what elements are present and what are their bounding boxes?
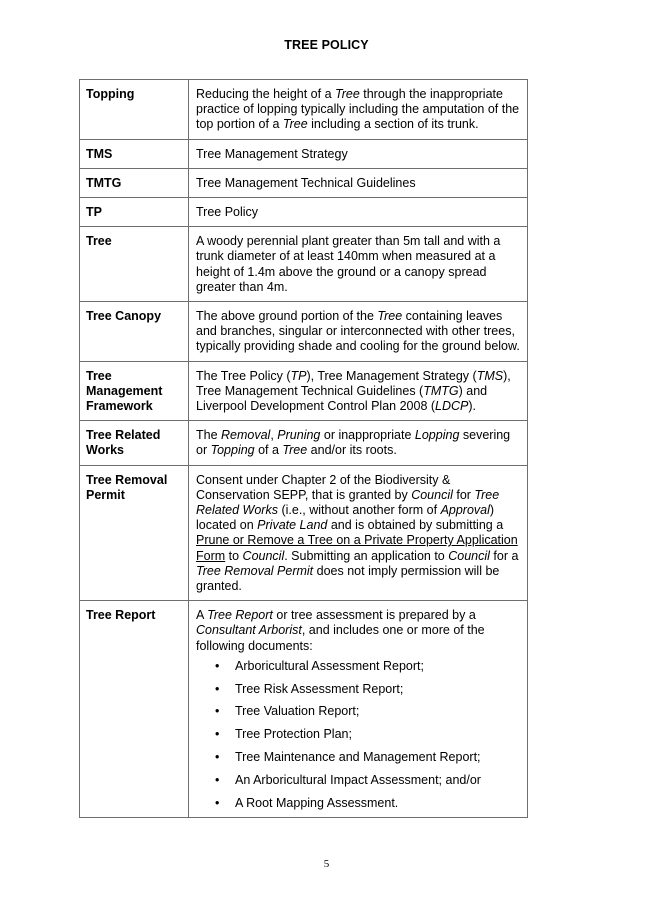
definition-row bbox=[80, 168, 528, 197]
bullet-icon: • bbox=[215, 750, 220, 765]
defined-term-ref: Approval bbox=[440, 503, 490, 518]
text-segment: ), Tree Management Technical Guidelines ( bbox=[196, 368, 511, 398]
text-segment: (i.e., without another form of bbox=[277, 503, 441, 518]
text-segment: ), Tree Management Strategy ( bbox=[306, 368, 477, 383]
defined-term-ref: TMTG bbox=[423, 383, 459, 398]
text-segment: and is obtained by submitting a bbox=[327, 518, 504, 533]
definition-text bbox=[196, 309, 521, 355]
text-segment: Tree Management Strategy bbox=[196, 146, 348, 161]
defined-term-ref: Removal bbox=[221, 428, 271, 443]
list-item bbox=[196, 704, 521, 719]
definition-text bbox=[196, 87, 521, 133]
bullet-icon: • bbox=[215, 727, 220, 742]
list-item-text: A Root Mapping Assessment. bbox=[235, 795, 399, 810]
text-segment: containing leaves and branches, singular or interconnected with other trees, typically providing shade and cooling for the ground below. bbox=[196, 309, 520, 354]
text-segment: severing or bbox=[196, 428, 511, 458]
definition-term: Tree Canopy bbox=[80, 302, 189, 362]
defined-term-ref: TMS bbox=[476, 368, 504, 383]
defined-term-ref: Tree Report bbox=[207, 608, 273, 623]
definition-text bbox=[196, 205, 521, 220]
definition-row bbox=[80, 80, 528, 140]
text-segment: Tree Management Technical Guidelines bbox=[196, 175, 416, 190]
definition-text bbox=[196, 369, 521, 415]
text-segment: Consent under Chapter 2 of the Biodiversity & Conservation SEPP, that is granted by bbox=[196, 472, 451, 502]
defined-term-ref: Pruning bbox=[277, 428, 321, 443]
text-segment: for bbox=[452, 487, 475, 502]
definition-description bbox=[189, 302, 528, 362]
definition-row bbox=[80, 361, 528, 421]
text-segment: . Submitting an application to bbox=[284, 548, 449, 563]
list-item bbox=[196, 750, 521, 765]
text-segment: for a bbox=[489, 548, 519, 563]
definition-row bbox=[80, 302, 528, 362]
definition-text bbox=[196, 608, 521, 654]
bullet-icon: • bbox=[215, 795, 220, 810]
defined-term-ref: Lopping bbox=[414, 428, 460, 443]
definition-term: Tree Management Framework bbox=[80, 361, 189, 421]
page-title: TREE POLICY bbox=[284, 38, 369, 52]
text-segment: A woody perennial plant greater than 5m tall and with a trunk diameter of at least 140mm when measured at a height of 1.4m above the ground or a canopy spread greater than 4m. bbox=[196, 234, 501, 294]
definition-description bbox=[189, 465, 528, 601]
bullet-icon: • bbox=[215, 772, 220, 787]
list-item bbox=[196, 796, 521, 811]
definition-text bbox=[196, 428, 521, 458]
definition-term: Topping bbox=[80, 80, 189, 140]
text-segment: The bbox=[196, 428, 222, 443]
definition-term: TP bbox=[80, 198, 189, 227]
defined-term-ref: Private Land bbox=[257, 518, 328, 533]
definition-term: Tree Report bbox=[80, 601, 189, 817]
defined-term-ref: Tree Removal Permit bbox=[196, 563, 314, 578]
definition-row bbox=[80, 601, 528, 817]
definition-text bbox=[196, 147, 521, 162]
text-segment: The Tree Policy ( bbox=[196, 368, 291, 383]
definition-term: TMTG bbox=[80, 168, 189, 197]
definition-term: TMS bbox=[80, 139, 189, 168]
definition-row bbox=[80, 421, 528, 465]
text-segment: and/or its roots. bbox=[307, 443, 397, 458]
list-item-text: Arboricultural Assessment Report; bbox=[235, 658, 424, 673]
bullet-icon: • bbox=[215, 681, 220, 696]
list-item bbox=[196, 773, 521, 788]
text-segment: The above ground portion of the bbox=[196, 309, 378, 324]
defined-term-ref: Topping bbox=[210, 443, 255, 458]
bullet-icon: • bbox=[215, 658, 220, 673]
definition-description bbox=[189, 601, 528, 817]
text-segment: or inappropriate bbox=[320, 428, 415, 443]
text-segment: ) and Liverpool Development Control Plan 2008 ( bbox=[196, 383, 488, 414]
definitions-body bbox=[80, 80, 528, 818]
defined-term-ref: Tree bbox=[282, 443, 308, 458]
form-link-text: Prune or Remove a Tree on a Private Property Application Form bbox=[196, 533, 518, 563]
text-segment: , bbox=[270, 428, 278, 443]
page-number: 5 bbox=[323, 858, 330, 870]
defined-term-ref: TP bbox=[290, 368, 307, 383]
document-list bbox=[196, 659, 521, 811]
text-segment: ). bbox=[468, 399, 477, 414]
list-item-text: Tree Maintenance and Management Report; bbox=[235, 750, 481, 765]
defined-term-ref: Tree bbox=[282, 117, 308, 132]
definition-text bbox=[196, 473, 521, 595]
defined-term-ref: LDCP bbox=[435, 399, 469, 414]
definition-row bbox=[80, 139, 528, 168]
defined-term-ref: Council bbox=[448, 548, 490, 563]
text-segment: through the inappropriate practice of lopping typically including the amputation of the top portion of a bbox=[196, 87, 520, 132]
definition-text bbox=[196, 234, 521, 295]
text-segment: or tree assessment is prepared by a bbox=[272, 608, 476, 623]
defined-term-ref: Tree bbox=[377, 309, 403, 324]
definition-description bbox=[189, 361, 528, 421]
definition-description bbox=[189, 198, 528, 227]
text-segment: Reducing the height of a bbox=[196, 87, 335, 101]
text-segment: of a bbox=[254, 443, 283, 458]
list-item bbox=[196, 727, 521, 742]
definition-description bbox=[189, 227, 528, 302]
defined-term-ref: Council bbox=[242, 548, 285, 563]
defined-term-ref: Tree bbox=[335, 87, 360, 101]
text-segment: ) located on bbox=[196, 503, 495, 533]
defined-term-ref: Tree Related Works bbox=[196, 487, 500, 518]
definition-text bbox=[196, 176, 521, 191]
definition-description bbox=[189, 421, 528, 465]
definition-row bbox=[80, 465, 528, 601]
list-item-text: Tree Risk Assessment Report; bbox=[235, 681, 404, 696]
definition-row bbox=[80, 227, 528, 302]
list-item-text: An Arboricultural Impact Assessment; and/or bbox=[235, 772, 481, 787]
text-segment: , and includes one or more of the following documents: bbox=[196, 623, 485, 653]
text-segment: does not imply permission will be granted. bbox=[196, 563, 500, 594]
list-item-text: Tree Protection Plan; bbox=[235, 727, 352, 742]
list-item bbox=[196, 659, 521, 674]
defined-term-ref: Council bbox=[411, 487, 453, 502]
text-segment: including a section of its trunk. bbox=[307, 117, 479, 132]
definition-description bbox=[189, 139, 528, 168]
list-item-text: Tree Valuation Report; bbox=[235, 704, 360, 719]
definition-description bbox=[189, 168, 528, 197]
text-segment: to bbox=[225, 548, 243, 563]
definition-term: Tree Removal Permit bbox=[80, 465, 189, 601]
definition-term: Tree Related Works bbox=[80, 421, 189, 465]
defined-term-ref: Consultant Arborist bbox=[196, 623, 302, 638]
text-segment: Tree Policy bbox=[196, 205, 259, 220]
definition-term: Tree bbox=[80, 227, 189, 302]
list-item bbox=[196, 682, 521, 697]
definitions-table bbox=[79, 79, 528, 818]
definition-description bbox=[189, 80, 528, 140]
bullet-icon: • bbox=[215, 704, 220, 719]
text-segment: A bbox=[196, 608, 208, 623]
definition-row bbox=[80, 198, 528, 227]
